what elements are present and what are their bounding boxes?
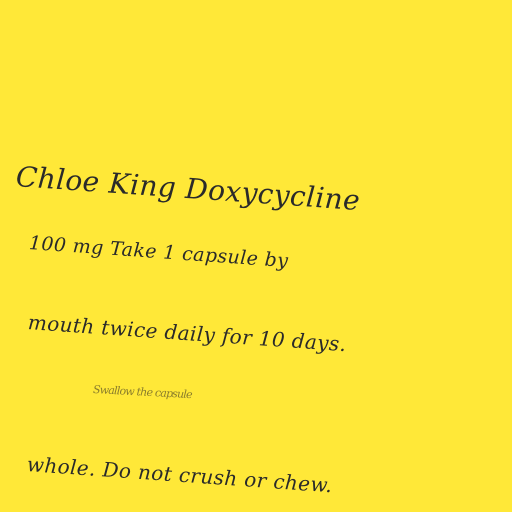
frequency-instruction: mouth twice daily for 10 days. xyxy=(27,310,348,357)
faint-handwritten-note: Swallow the capsule xyxy=(92,383,193,402)
patient-drug-title: Chloe King Doxycycline xyxy=(14,160,362,218)
dosage-instruction: 100 mg Take 1 capsule by xyxy=(28,232,290,273)
warning-instruction: whole. Do not crush or chew. xyxy=(26,452,334,498)
